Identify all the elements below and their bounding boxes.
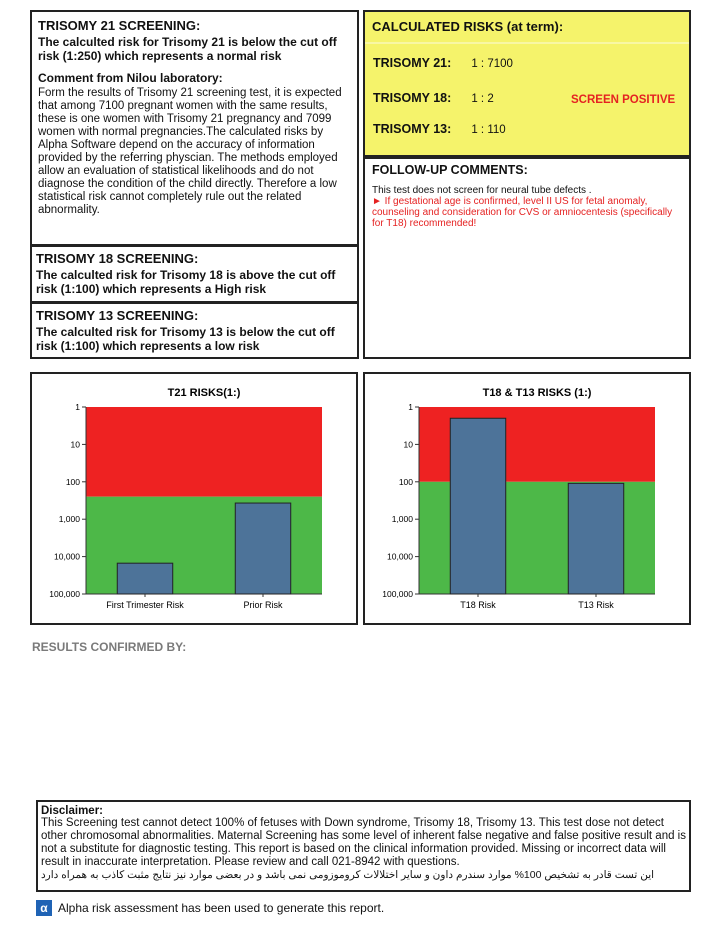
high-risk-zone: [86, 407, 322, 497]
risk-label-t18: TRISOMY 18:: [373, 91, 452, 105]
bar-2: [568, 483, 623, 594]
followup-title: FOLLOW-UP COMMENTS:: [372, 163, 528, 177]
x-tick-label: T13 Risk: [578, 600, 614, 610]
t18-title: TRISOMY 18 SCREENING:: [36, 251, 199, 266]
disclaimer-text: This Screening test cannot detect 100% of fetuses with Down syndrome, Trisomy 18, Trisomy 13. This test dose not detect other chromosomal abnormalities. Maternal Screening has some level of inherent false negative and false positive result and is not a substitute for diagnostic testing. This report is based on the clinical information provided. Missing or incorrect data will result in inaccurate interpretation. Please review and call 021-8942 with questions.: [41, 817, 686, 868]
t21-screening-panel: [30, 10, 359, 246]
y-tick-label: 100,000: [382, 589, 413, 599]
t21-title: TRISOMY 21 SCREENING:: [38, 18, 201, 33]
followup-note: This test does not screen for neural tube defects .: [372, 185, 592, 196]
risk-value-t21: 1 : 7100: [471, 58, 513, 70]
risk-row-t21: [373, 56, 513, 70]
t18-t13-risk-chart-svg: [365, 374, 689, 623]
bar-2: [235, 503, 290, 594]
y-tick-label: 10,000: [54, 551, 80, 562]
followup-recommendation: ► If gestational age is confirmed, level II US for fetal anomaly, counseling and consideration for CVS or amniocentesis (specifically for T18) recommended!: [372, 196, 673, 229]
chart-title: T18 & T13 RISKS (1:): [482, 387, 592, 399]
report-footer: [36, 900, 384, 916]
risk-value-t13: 1 : 110: [471, 124, 506, 136]
followup-comments-panel: [363, 157, 691, 359]
disclaimer-title: Disclaimer:: [41, 805, 104, 817]
x-tick-label: T18 Risk: [460, 600, 496, 610]
t21-risk-chart: [30, 372, 358, 625]
y-tick-label: 100,000: [49, 589, 80, 599]
x-tick-label: First Trimester Risk: [106, 600, 184, 610]
alpha-logo-icon: α: [36, 900, 52, 916]
risk-label-t13: TRISOMY 13:: [373, 122, 452, 136]
bar-1: [450, 418, 505, 594]
risk-label-t21: TRISOMY 21:: [373, 56, 452, 70]
y-tick-label: 10,000: [387, 551, 413, 562]
footer-text: Alpha risk assessment has been used to generate this report.: [58, 901, 385, 915]
t21-comment-title: Comment from Nilou laboratory:: [38, 71, 223, 85]
bar-1: [117, 563, 172, 594]
y-tick-label: 1,000: [391, 514, 413, 525]
results-confirmed-label: RESULTS CONFIRMED BY:: [32, 640, 187, 654]
x-tick-label: Prior Risk: [243, 600, 283, 610]
y-tick-label: 1,000: [58, 514, 80, 525]
y-tick-label: 100: [398, 476, 413, 487]
y-tick-label: 1: [408, 402, 413, 412]
t13-summary: The calculted risk for Trisomy 13 is below the cut off risk (1:100) which represents a low risk: [36, 325, 335, 353]
t21-comment: Form the results of Trisomy 21 screening test, it is expected that among 7100 pregnant women with the same results, these is one women with Trisomy 21 pregnancy and 7099 women with normal pregnancies.The calculated risks by Alpha Software depend on the accuracy of information provided by the referring physcian. The methods employed allow an evaluation of statistical likelihoods and do not diagnose the condition of the child directly. Therefore a low statistical risk cannot completely rule out the related abnormality.: [38, 87, 342, 216]
y-tick-label: 100: [65, 476, 80, 487]
disclaimer-persian: این تست قادر به تشخیص 100% موارد سندرم داون و سایر اختلالات کروموزومی نمی باشد و در بعضی موارد نیز نتایج مثبت کاذب به همراه دارد: [41, 869, 655, 881]
risk-row-t18: [373, 91, 494, 105]
y-tick-label: 1: [75, 402, 80, 412]
chart-title: T21 RISKS(1:): [167, 387, 241, 399]
t18-t13-risk-chart: [363, 372, 691, 625]
t18-screening-panel: [30, 245, 359, 303]
calculated-risks-panel: [363, 10, 691, 157]
y-tick-label: 10: [70, 439, 80, 450]
t13-screening-panel: [30, 302, 359, 359]
risk-value-t18: 1 : 2: [471, 93, 494, 105]
t13-title: TRISOMY 13 SCREENING:: [36, 308, 199, 323]
disclaimer-box: [36, 800, 691, 892]
t18-summary: The calculted risk for Trisomy 18 is above the cut off risk (1:100) which represents a High risk: [36, 268, 336, 296]
t21-risk-chart-svg: [32, 374, 356, 623]
screen-positive-flag: SCREEN POSITIVE: [571, 94, 676, 106]
t21-summary: The calculted risk for Trisomy 21 is below the cut off risk (1:250) which represents a normal risk: [38, 35, 337, 63]
calculated-risks-title: CALCULATED RISKS (at term):: [365, 12, 689, 44]
y-tick-label: 10: [403, 439, 413, 450]
risk-row-t13: [373, 122, 506, 136]
